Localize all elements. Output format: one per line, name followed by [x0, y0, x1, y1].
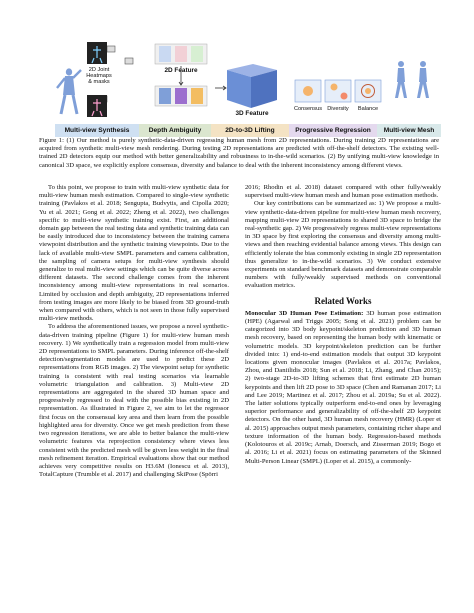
stage-bar: [55, 124, 441, 137]
intro-paragraph-2: To address the aforementioned issues, we propose a novel synthetic-data-driven training pipeline (Figure 1) for multi-view human mesh recovery. 1) We synthetically train a regression model from multi-view 2D representations to SMPL parameters. During inference off-the-shelf detection/segmentation models are used to predict these 2D representations from RGB images. 2) The viewpoint setup for synthetic training is consistent with real testing scenarios via learnable volumetric triangulation and calibration. 3) Multi-view 2D representations are aggregated in the shared 3D human space and progressively regressed to deal with the possible bias existing in 2D representation. As illustrated in Figure 2, we aim to let the regressor first focus on the consensual key area and then learn from the possible highlighted area for diversity. Once we get mesh prediction from these two regression iterations, we are able to better balance the multi-view volumetric features via reprojection consistency where views less consistent with the predicted mesh will be given less weight in the final mesh refinement iteration. Empirical evaluations show that our method achieves very competitive results on H3.6M (Ionescu et al. 2013), TotalCapture (Trumble et al. 2017) and challenging SkiPose (Spörri: [39, 323, 229, 479]
label-3d-feature: 3D Feature: [235, 110, 269, 117]
continuation-paragraph: 2016; Rhodin et al. 2018) dataset compared with other fully/weakly supervised multi-view human mesh and human pose estimation methods.: [245, 184, 441, 200]
stage-multi-view-synthesis: Multi-view Synthesis: [55, 124, 139, 137]
stage-depth-ambiguity: Depth Ambiguity: [139, 124, 211, 137]
related-works-text: 3D human pose estimation (HPE) (Agarwal and Triggs 2005; Song et al. 2021) problem can be categorized into 3D body keypoint/skeleton prediction and 3D human mesh recovery, based on representing the human body with kinematic or volumetric models. 3D keypoint/skeleton prediction can be further divided into: 1) end-to-end estimation models that output 3D keypoint locations given monocular images (Pavlakos et al. 2017a; Pavlakos, Zhou, and Daniilidis 2018; Sun et al. 2018; Li, Zhang, and Chan 2015); 2) two-stage 2D-to-3D lifting schemes that first estimate 2D human keypoints and then lift 2D pose to 3D space (Chen and Ramanan 2017; Li and Lee 2019; Martinez et al. 2017; Zhou et al. 2019a; Su et al. 2022). The latter solutions typically outperform end-to-end ones by leveraging superior performance and generalizability of off-the-shelf 2D keypoint detectors. On the other hand, 3D human mesh recovery (HMR) (Loper et al. 2015) approaches output mesh parameters, containing richer shape and texture information of the human body. Regression-based methods (Kolotouros et al. 2019c; Arnab, Doersch, and Zisserman 2019; Bogo et al. 2016; Li et al. 2021) focus on estimating parameters of the Skinned Multi-Person Linear (SMPL) (Loper et al. 2015), a commonly-: [245, 309, 441, 465]
related-works-paragraph: [245, 310, 441, 466]
output-mesh-figures: [395, 61, 429, 98]
feature-3d-cube: [215, 64, 277, 108]
contributions-paragraph: Our key contributions can be summarized as: 1) We propose a multi-view synthetic-data-driven pipeline for multi-view human mesh recovery, mapping multi-view 2D representations to shared 3D space to bridge the real-synthetic gap. 2) We progressively regress multi-view representations in 3D space by first exploring the consensus and diversity among multi-views and then reaching evidential balance among views. This design can efficiently tolerate the bias commonly existing in single 2D representation thus generalize to in-the-wild scenarios. 3) We conduct extensive experiments on standard benchmark datasets and demonstrate comparable numbers with fully/weakly supervised methods on conventional evaluation metrics.: [245, 200, 441, 290]
intro-paragraph-1: To this point, we propose to train with multi-view synthetic data for multi-view human mesh estimation. Compared to single-view synthetic training (Pavlakos et al. 2018; Sengupta, Budvytis, and Cipolla 2020; Yu et al. 2021; Gong et al. 2022; Zheng et al. 2022), two challenges specific to multi-view synthetic training exist. First, an additional domain gap between the real testing data and synthetic training data can be easily introduced due to inconsistency between the training camera viewpoint distribution and the synthetic training viewpoints. Due to the lack of available multi-view SMPL parameters and camera calibration, the sampling of camera setups for multi-view synthesis should generalize to real multi-view settings which can be quite diverse across different datasets. The second challenge comes from the inherent inconsistency among multi-view representations in real scenarios. Limited by occlusion and depth ambiguity, 2D representations inferred from testing images are more likely to be biased from 3D ground-truth when compared with others, which is not seen in those fully supervised multi-view methods.: [39, 184, 229, 323]
label-joint-heatmaps: 2D Joint Heatmaps & masks: [86, 67, 112, 85]
regression-grids: [295, 80, 381, 102]
label-2d-feature: 2D Feature: [164, 67, 198, 74]
section-title-related-works: Related Works: [314, 295, 372, 306]
run-in-heading: Monocular 3D Human Pose Estimation:: [245, 309, 364, 317]
stage-progressive-regression: Progressive Regression: [289, 124, 377, 137]
feature-2d-stack: [155, 44, 207, 106]
figure-1: [55, 40, 441, 132]
figure-caption: Figure 1: (1) Our method is purely synthetic-data-driven regressing human mesh from 2D representations. During training 2D representations are acquired from synthetic multi-view mesh rendering. During testing 2D representations are predicted with off-the-shelf detectors. The existing well-trained 2D detectors equip our method with better generalizability and robustness to in-the-wild scenarios. (2) By unifying multi-view knowledge in canonical 3D space, we explicitly explore consensus, diversity and balance to deal with the inherent inconsistency among different views.: [39, 137, 439, 169]
label-consensus: Consensus: [294, 106, 322, 112]
label-diversity: Diversity: [327, 106, 349, 112]
label-balance: Balance: [357, 106, 379, 112]
right-column: [245, 184, 441, 466]
stage-multi-view-mesh: Multi-view Mesh: [377, 124, 441, 137]
stage-2d-to-3d-lifting: 2D-to-3D Lifting: [211, 124, 289, 137]
left-column: [39, 184, 229, 479]
synthetic-mesh-figure: [57, 68, 81, 114]
